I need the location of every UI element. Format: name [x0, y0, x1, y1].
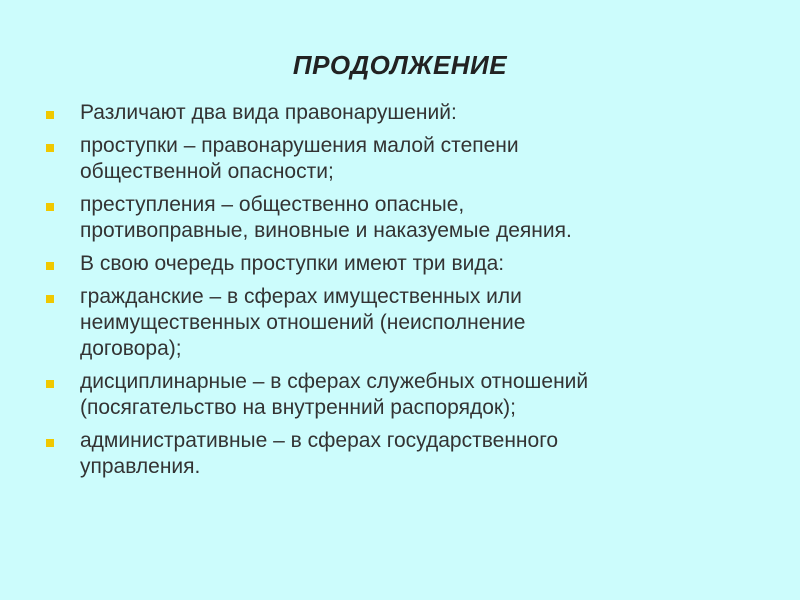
slide-title: ПРОДОЛЖЕНИЕ	[292, 50, 508, 80]
bullet-line: дисциплинарные – в сферах служебных отношений	[80, 370, 589, 393]
square-bullet-icon	[46, 111, 54, 119]
square-bullet-icon	[46, 380, 54, 388]
bullet-list	[46, 100, 746, 487]
bullet-line: противоправные, виновные и наказуемые деяния.	[80, 219, 572, 242]
bullet-item	[46, 251, 746, 277]
bullet-line: договора);	[80, 337, 182, 360]
square-bullet-icon	[46, 439, 54, 447]
bullet-line: Различают два вида правонарушений:	[80, 101, 457, 124]
bullet-line: неимущественных отношений (неисполнение	[80, 311, 526, 334]
square-bullet-icon	[46, 203, 54, 211]
bullet-line: проступки – правонарушения малой степени	[80, 134, 519, 157]
bullet-line: В свою очередь проступки имеют три вида:	[80, 252, 505, 275]
square-bullet-icon	[46, 262, 54, 270]
bullet-item	[46, 428, 746, 480]
bullet-item	[46, 133, 746, 185]
bullet-item	[46, 192, 746, 244]
bullet-line: (посягательство на внутренний распорядок);	[80, 396, 516, 419]
bullet-line: административные – в сферах государственного	[80, 429, 559, 452]
bullet-line: управления.	[80, 455, 201, 478]
square-bullet-icon	[46, 295, 54, 303]
bullet-line: гражданские – в сферах имущественных или	[80, 285, 522, 308]
bullet-line: общественной опасности;	[80, 160, 334, 183]
bullet-item	[46, 100, 746, 126]
square-bullet-icon	[46, 144, 54, 152]
bullet-line: преступления – общественно опасные,	[80, 193, 465, 216]
bullet-item	[46, 284, 746, 362]
bullet-item	[46, 369, 746, 421]
